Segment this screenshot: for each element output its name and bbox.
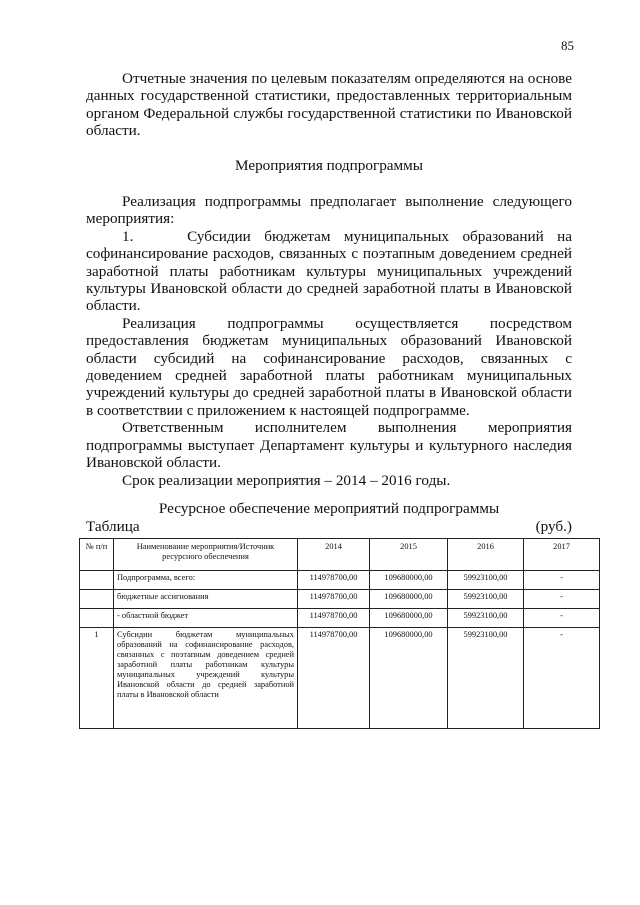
paragraph-measure-1: 1. Субсидии бюджетам муниципальных образований на софинансирование расходов, связанных с поэтапным доведением средней заработной платы работникам культуры муниципальных учреждений культуры Ивановской области до средней заработной платы в Ивановской области. bbox=[86, 227, 572, 315]
intro-paragraph: Отчетные значения по целевым показателям определяются на основе данных государственной статистики, предоставленных территориальным органом Федеральной службы государственной статистики по Ивановской области. bbox=[86, 70, 572, 140]
paragraph-mechanism: Реализация подпрограммы осуществляется посредством предоставления бюджетам муниципальных образований Ивановской области субсидий на софинансирование расходов, связанных с доведением средней заработной платы работникам муниципальных учреждений культуры до средней заработной платы в Ивановской области в соответствии с приложением к настоящей подпрограмме. bbox=[86, 314, 572, 419]
paragraph-implementation: Реализация подпрограммы предполагает выполнение следующего мероприятия: bbox=[86, 193, 572, 228]
table-row bbox=[80, 628, 600, 729]
main-text-block bbox=[86, 193, 572, 489]
paragraph-term: Срок реализации мероприятия – 2014 – 2016 годы. bbox=[122, 471, 451, 489]
cell-2017: - bbox=[524, 609, 600, 628]
intro-block bbox=[86, 70, 572, 140]
cell-number bbox=[80, 609, 114, 628]
cell-number bbox=[80, 590, 114, 609]
paragraph-executor: Ответственным исполнителем выполнения мероприятия подпрограммы выступает Департамент культуры и культурного наследия Ивановской области. bbox=[86, 419, 572, 472]
header-2016: 2016 bbox=[448, 539, 524, 571]
table-row bbox=[80, 590, 600, 609]
table-caption-row bbox=[86, 518, 572, 536]
page-number: 85 bbox=[561, 38, 574, 53]
cell-number: 1 bbox=[80, 628, 114, 729]
cell-2014: 114978700,00 bbox=[298, 609, 370, 628]
cell-name: бюджетные ассигнования bbox=[114, 590, 298, 609]
cell-2017: - bbox=[524, 571, 600, 590]
table-row bbox=[80, 571, 600, 590]
table-header-row bbox=[80, 539, 600, 571]
header-2015: 2015 bbox=[370, 539, 448, 571]
cell-2015: 109680000,00 bbox=[370, 571, 448, 590]
header-2017: 2017 bbox=[524, 539, 600, 571]
cell-2014: 114978700,00 bbox=[298, 628, 370, 729]
table-label: Таблица bbox=[86, 518, 140, 535]
cell-name: Субсидии бюджетам муниципальных образований на софинансирование расходов, связанных с поэтапным доведением средней заработной платы работникам культуры муниципальных учреждений культуры Ивановской области до средней заработной платы в Ивановской области bbox=[114, 628, 298, 729]
cell-number bbox=[80, 571, 114, 590]
header-name: Наименование мероприятия/Источник ресурсного обеспечения bbox=[114, 539, 298, 571]
cell-2015: 109680000,00 bbox=[370, 628, 448, 729]
resource-table bbox=[79, 538, 600, 729]
table-unit: (руб.) bbox=[535, 518, 572, 535]
cell-2017: - bbox=[524, 628, 600, 729]
cell-name: - областной бюджет bbox=[114, 609, 298, 628]
section-heading: Мероприятия подпрограммы bbox=[235, 157, 423, 174]
cell-2016: 59923100,00 bbox=[448, 628, 524, 729]
cell-2016: 59923100,00 bbox=[448, 590, 524, 609]
cell-name: Подпрограмма, всего: bbox=[114, 571, 298, 590]
cell-2017: - bbox=[524, 590, 600, 609]
cell-2015: 109680000,00 bbox=[370, 609, 448, 628]
cell-2014: 114978700,00 bbox=[298, 571, 370, 590]
cell-2014: 114978700,00 bbox=[298, 590, 370, 609]
cell-2015: 109680000,00 bbox=[370, 590, 448, 609]
cell-2016: 59923100,00 bbox=[448, 609, 524, 628]
header-number: № п/п bbox=[80, 539, 114, 571]
header-2014: 2014 bbox=[298, 539, 370, 571]
cell-2016: 59923100,00 bbox=[448, 571, 524, 590]
table-heading: Ресурсное обеспечение мероприятий подпрограммы bbox=[158, 500, 500, 517]
table-row bbox=[80, 609, 600, 628]
